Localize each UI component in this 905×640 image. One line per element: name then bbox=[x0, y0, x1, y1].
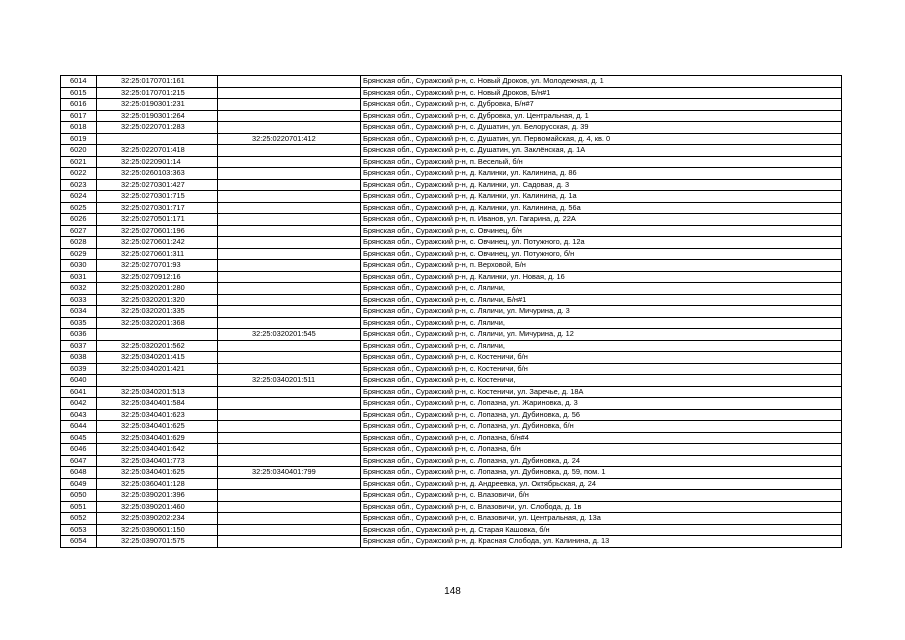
sub-cadastral-number-cell bbox=[218, 386, 361, 398]
cadastral-number-cell: 32:25:0190301:231 bbox=[97, 99, 218, 111]
row-number-cell: 6034 bbox=[61, 306, 97, 318]
sub-cadastral-number-cell bbox=[218, 524, 361, 536]
table-row bbox=[61, 99, 842, 111]
table-row bbox=[61, 409, 842, 421]
row-number-cell: 6028 bbox=[61, 237, 97, 249]
table-row bbox=[61, 455, 842, 467]
sub-cadastral-number-cell bbox=[218, 122, 361, 134]
cadastral-number-cell: 32:25:0340201:421 bbox=[97, 363, 218, 375]
cadastral-number-cell: 32:25:0220901:14 bbox=[97, 156, 218, 168]
sub-cadastral-number-cell bbox=[218, 306, 361, 318]
row-number-cell: 6037 bbox=[61, 340, 97, 352]
table-row bbox=[61, 490, 842, 502]
row-number-cell: 6031 bbox=[61, 271, 97, 283]
cadastral-number-cell: 32:25:0270501:171 bbox=[97, 214, 218, 226]
address-cell: Брянская обл., Суражский р-н, с. Новый Дроков, ул. Молодежная, д. 1 bbox=[361, 76, 842, 88]
row-number-cell: 6016 bbox=[61, 99, 97, 111]
address-cell: Брянская обл., Суражский р-н, с. Костеничи, bbox=[361, 375, 842, 387]
sub-cadastral-number-cell bbox=[218, 145, 361, 157]
sub-cadastral-number-cell bbox=[218, 340, 361, 352]
address-cell: Брянская обл., Суражский р-н, д. Калинки, ул. Калинина, д. 1а bbox=[361, 191, 842, 203]
sub-cadastral-number-cell bbox=[218, 283, 361, 295]
sub-cadastral-number-cell bbox=[218, 363, 361, 375]
cadastral-number-cell: 32:25:0340401:625 bbox=[97, 467, 218, 479]
row-number-cell: 6039 bbox=[61, 363, 97, 375]
table-row bbox=[61, 513, 842, 525]
sub-cadastral-number-cell bbox=[218, 225, 361, 237]
cadastral-number-cell: 32:25:0340401:773 bbox=[97, 455, 218, 467]
row-number-cell: 6041 bbox=[61, 386, 97, 398]
table-row bbox=[61, 524, 842, 536]
row-number-cell: 6020 bbox=[61, 145, 97, 157]
cadastral-number-cell: 32:25:0220701:418 bbox=[97, 145, 218, 157]
table-row bbox=[61, 133, 842, 145]
sub-cadastral-number-cell bbox=[218, 478, 361, 490]
row-number-cell: 6054 bbox=[61, 536, 97, 548]
sub-cadastral-number-cell bbox=[218, 294, 361, 306]
address-cell: Брянская обл., Суражский р-н, д. Калинки, ул. Калинина, д. 56а bbox=[361, 202, 842, 214]
table-row bbox=[61, 501, 842, 513]
address-cell: Брянская обл., Суражский р-н, с. Костеничи, б/н bbox=[361, 363, 842, 375]
sub-cadastral-number-cell bbox=[218, 513, 361, 525]
address-cell: Брянская обл., Суражский р-н, с. Костеничи, б/н bbox=[361, 352, 842, 364]
row-number-cell: 6035 bbox=[61, 317, 97, 329]
row-number-cell: 6050 bbox=[61, 490, 97, 502]
cadastral-number-cell: 32:25:0390601:150 bbox=[97, 524, 218, 536]
address-cell: Брянская обл., Суражский р-н, с. Душатин, ул. Заклёнская, д. 1А bbox=[361, 145, 842, 157]
sub-cadastral-number-cell: 32:25:0340201:511 bbox=[218, 375, 361, 387]
sub-cadastral-number-cell bbox=[218, 87, 361, 99]
sub-cadastral-number-cell bbox=[218, 248, 361, 260]
sub-cadastral-number-cell: 32:25:0340401:799 bbox=[218, 467, 361, 479]
row-number-cell: 6015 bbox=[61, 87, 97, 99]
table-row bbox=[61, 248, 842, 260]
table-row bbox=[61, 202, 842, 214]
address-cell: Брянская обл., Суражский р-н, с. Лопазна, ул. Жариновка, д. 3 bbox=[361, 398, 842, 410]
table-row bbox=[61, 536, 842, 548]
sub-cadastral-number-cell: 32:25:0320201:545 bbox=[218, 329, 361, 341]
cadastral-number-cell: 32:25:0360401:128 bbox=[97, 478, 218, 490]
row-number-cell: 6014 bbox=[61, 76, 97, 88]
row-number-cell: 6018 bbox=[61, 122, 97, 134]
row-number-cell: 6024 bbox=[61, 191, 97, 203]
address-cell: Брянская обл., Суражский р-н, с. Влазовичи, ул. Центральная, д. 13а bbox=[361, 513, 842, 525]
sub-cadastral-number-cell bbox=[218, 455, 361, 467]
cadastral-number-cell: 32:25:0270601:242 bbox=[97, 237, 218, 249]
cadastral-number-cell: 32:25:0260103:363 bbox=[97, 168, 218, 180]
row-number-cell: 6046 bbox=[61, 444, 97, 456]
row-number-cell: 6048 bbox=[61, 467, 97, 479]
cadastral-number-cell bbox=[97, 329, 218, 341]
table-row bbox=[61, 352, 842, 364]
address-cell: Брянская обл., Суражский р-н, с. Овчинец, ул. Потужного, б/н bbox=[361, 248, 842, 260]
sub-cadastral-number-cell bbox=[218, 202, 361, 214]
cadastral-number-cell bbox=[97, 375, 218, 387]
page-number: 148 bbox=[444, 586, 461, 597]
sub-cadastral-number-cell: 32:25:0220701:412 bbox=[218, 133, 361, 145]
address-cell: Брянская обл., Суражский р-н, с. Ляличи, bbox=[361, 340, 842, 352]
table-row bbox=[61, 191, 842, 203]
cadastral-table-body bbox=[61, 76, 842, 548]
address-cell: Брянская обл., Суражский р-н, д. Калинки, ул. Новая, д. 16 bbox=[361, 271, 842, 283]
cadastral-number-cell: 32:25:0340401:629 bbox=[97, 432, 218, 444]
table-row bbox=[61, 260, 842, 272]
address-cell: Брянская обл., Суражский р-н, с. Ляличи, Б/н#1 bbox=[361, 294, 842, 306]
table-row bbox=[61, 76, 842, 88]
row-number-cell: 6049 bbox=[61, 478, 97, 490]
table-row bbox=[61, 478, 842, 490]
sub-cadastral-number-cell bbox=[218, 179, 361, 191]
address-cell: Брянская обл., Суражский р-н, п. Верховой, Б/н bbox=[361, 260, 842, 272]
row-number-cell: 6022 bbox=[61, 168, 97, 180]
cadastral-number-cell: 32:25:0390201:460 bbox=[97, 501, 218, 513]
cadastral-number-cell: 32:25:0340401:623 bbox=[97, 409, 218, 421]
address-cell: Брянская обл., Суражский р-н, д. Калинки, ул. Калинина, д. 86 bbox=[361, 168, 842, 180]
cadastral-number-cell: 32:25:0270601:311 bbox=[97, 248, 218, 260]
address-cell: Брянская обл., Суражский р-н, с. Дубровка, ул. Центральная, д. 1 bbox=[361, 110, 842, 122]
table-row bbox=[61, 145, 842, 157]
cadastral-number-cell bbox=[97, 133, 218, 145]
table-row bbox=[61, 122, 842, 134]
row-number-cell: 6047 bbox=[61, 455, 97, 467]
address-cell: Брянская обл., Суражский р-н, п. Иванов, ул. Гагарина, д. 22А bbox=[361, 214, 842, 226]
table-row bbox=[61, 444, 842, 456]
table-row bbox=[61, 283, 842, 295]
sub-cadastral-number-cell bbox=[218, 99, 361, 111]
sub-cadastral-number-cell bbox=[218, 76, 361, 88]
address-cell: Брянская обл., Суражский р-н, д. Красная Слобода, ул. Калинина, д. 13 bbox=[361, 536, 842, 548]
address-cell: Брянская обл., Суражский р-н, д. Андреевка, ул. Октябрьская, д. 24 bbox=[361, 478, 842, 490]
sub-cadastral-number-cell bbox=[218, 191, 361, 203]
address-cell: Брянская обл., Суражский р-н, с. Ляличи, bbox=[361, 283, 842, 295]
row-number-cell: 6026 bbox=[61, 214, 97, 226]
cadastral-number-cell: 32:25:0270601:196 bbox=[97, 225, 218, 237]
cadastral-number-cell: 32:25:0190301:264 bbox=[97, 110, 218, 122]
table-row bbox=[61, 87, 842, 99]
cadastral-number-cell: 32:25:0270912:16 bbox=[97, 271, 218, 283]
table-row bbox=[61, 225, 842, 237]
row-number-cell: 6032 bbox=[61, 283, 97, 295]
table-row bbox=[61, 156, 842, 168]
cadastral-table bbox=[60, 75, 841, 548]
row-number-cell: 6044 bbox=[61, 421, 97, 433]
cadastral-number-cell: 32:25:0340401:625 bbox=[97, 421, 218, 433]
row-number-cell: 6029 bbox=[61, 248, 97, 260]
sub-cadastral-number-cell bbox=[218, 214, 361, 226]
row-number-cell: 6040 bbox=[61, 375, 97, 387]
address-cell: Брянская обл., Суражский р-н, с. Лопазна, ул. Дубиновка, д. 24 bbox=[361, 455, 842, 467]
row-number-cell: 6025 bbox=[61, 202, 97, 214]
sub-cadastral-number-cell bbox=[218, 490, 361, 502]
cadastral-number-cell: 32:25:0170701:161 bbox=[97, 76, 218, 88]
row-number-cell: 6021 bbox=[61, 156, 97, 168]
cadastral-number-cell: 32:25:0320201:335 bbox=[97, 306, 218, 318]
cadastral-number-cell: 32:25:0270301:427 bbox=[97, 179, 218, 191]
row-number-cell: 6027 bbox=[61, 225, 97, 237]
cadastral-number-cell: 32:25:0340201:513 bbox=[97, 386, 218, 398]
cadastral-number-cell: 32:25:0390701:575 bbox=[97, 536, 218, 548]
table-row bbox=[61, 214, 842, 226]
table-row bbox=[61, 110, 842, 122]
row-number-cell: 6042 bbox=[61, 398, 97, 410]
cadastral-number-cell: 32:25:0390202:234 bbox=[97, 513, 218, 525]
address-cell: Брянская обл., Суражский р-н, д. Калинки, ул. Садовая, д. 3 bbox=[361, 179, 842, 191]
sub-cadastral-number-cell bbox=[218, 237, 361, 249]
address-cell: Брянская обл., Суражский р-н, с. Лопазна, ул. Дубиновка, д. 56 bbox=[361, 409, 842, 421]
row-number-cell: 6043 bbox=[61, 409, 97, 421]
table-row bbox=[61, 467, 842, 479]
sub-cadastral-number-cell bbox=[218, 168, 361, 180]
table-row bbox=[61, 432, 842, 444]
address-cell: Брянская обл., Суражский р-н, с. Ляличи, bbox=[361, 317, 842, 329]
address-cell: Брянская обл., Суражский р-н, д. Старая Кашовка, б/н bbox=[361, 524, 842, 536]
sub-cadastral-number-cell bbox=[218, 156, 361, 168]
cadastral-number-cell: 32:25:0320201:562 bbox=[97, 340, 218, 352]
row-number-cell: 6019 bbox=[61, 133, 97, 145]
row-number-cell: 6052 bbox=[61, 513, 97, 525]
table-row bbox=[61, 398, 842, 410]
table-row bbox=[61, 294, 842, 306]
table-row bbox=[61, 421, 842, 433]
address-cell: Брянская обл., Суражский р-н, с. Душатин, ул. Первомайская, д. 4, кв. 0 bbox=[361, 133, 842, 145]
cadastral-number-cell: 32:25:0390201:396 bbox=[97, 490, 218, 502]
address-cell: Брянская обл., Суражский р-н, с. Лопазна, ул. Дубиновка, б/н bbox=[361, 421, 842, 433]
table-row bbox=[61, 386, 842, 398]
address-cell: Брянская обл., Суражский р-н, с. Ляличи, ул. Мичурина, д. 3 bbox=[361, 306, 842, 318]
row-number-cell: 6053 bbox=[61, 524, 97, 536]
address-cell: Брянская обл., Суражский р-н, с. Лопазна, б/н#4 bbox=[361, 432, 842, 444]
address-cell: Брянская обл., Суражский р-н, с. Душатин, ул. Белорусская, д. 39 bbox=[361, 122, 842, 134]
row-number-cell: 6030 bbox=[61, 260, 97, 272]
cadastral-number-cell: 32:25:0320201:368 bbox=[97, 317, 218, 329]
cadastral-number-cell: 32:25:0270701:93 bbox=[97, 260, 218, 272]
table-row bbox=[61, 329, 842, 341]
address-cell: Брянская обл., Суражский р-н, с. Влазовичи, б/н bbox=[361, 490, 842, 502]
cadastral-number-cell: 32:25:0320201:280 bbox=[97, 283, 218, 295]
row-number-cell: 6038 bbox=[61, 352, 97, 364]
table-row bbox=[61, 179, 842, 191]
address-cell: Брянская обл., Суражский р-н, с. Ляличи, ул. Мичурина, д. 12 bbox=[361, 329, 842, 341]
row-number-cell: 6017 bbox=[61, 110, 97, 122]
table-row bbox=[61, 363, 842, 375]
table-row bbox=[61, 306, 842, 318]
sub-cadastral-number-cell bbox=[218, 317, 361, 329]
address-cell: Брянская обл., Суражский р-н, с. Дубровка, Б/н#7 bbox=[361, 99, 842, 111]
row-number-cell: 6033 bbox=[61, 294, 97, 306]
table-row bbox=[61, 340, 842, 352]
table-row bbox=[61, 317, 842, 329]
sub-cadastral-number-cell bbox=[218, 432, 361, 444]
cadastral-number-cell: 32:25:0340201:415 bbox=[97, 352, 218, 364]
cadastral-number-cell: 32:25:0320201:320 bbox=[97, 294, 218, 306]
cadastral-number-cell: 32:25:0220701:283 bbox=[97, 122, 218, 134]
table-row bbox=[61, 271, 842, 283]
cadastral-number-cell: 32:25:0270301:717 bbox=[97, 202, 218, 214]
cadastral-number-cell: 32:25:0270301:715 bbox=[97, 191, 218, 203]
address-cell: Брянская обл., Суражский р-н, с. Влазовичи, ул. Слобода, д. 1в bbox=[361, 501, 842, 513]
row-number-cell: 6051 bbox=[61, 501, 97, 513]
address-cell: Брянская обл., Суражский р-н, с. Овчинец, б/н bbox=[361, 225, 842, 237]
address-cell: Брянская обл., Суражский р-н, с. Новый Дроков, Б/н#1 bbox=[361, 87, 842, 99]
sub-cadastral-number-cell bbox=[218, 501, 361, 513]
row-number-cell: 6045 bbox=[61, 432, 97, 444]
cadastral-number-cell: 32:25:0170701:215 bbox=[97, 87, 218, 99]
sub-cadastral-number-cell bbox=[218, 421, 361, 433]
table-row bbox=[61, 237, 842, 249]
sub-cadastral-number-cell bbox=[218, 260, 361, 272]
sub-cadastral-number-cell bbox=[218, 398, 361, 410]
sub-cadastral-number-cell bbox=[218, 110, 361, 122]
address-cell: Брянская обл., Суражский р-н, с. Костеничи, ул. Заречье, д. 18А bbox=[361, 386, 842, 398]
table-row bbox=[61, 375, 842, 387]
sub-cadastral-number-cell bbox=[218, 444, 361, 456]
table-row bbox=[61, 168, 842, 180]
address-cell: Брянская обл., Суражский р-н, с. Лопазна, б/н bbox=[361, 444, 842, 456]
row-number-cell: 6023 bbox=[61, 179, 97, 191]
row-number-cell: 6036 bbox=[61, 329, 97, 341]
cadastral-number-cell: 32:25:0340401:584 bbox=[97, 398, 218, 410]
sub-cadastral-number-cell bbox=[218, 409, 361, 421]
sub-cadastral-number-cell bbox=[218, 536, 361, 548]
sub-cadastral-number-cell bbox=[218, 352, 361, 364]
address-cell: Брянская обл., Суражский р-н, с. Лопазна, ул. Дубиновка, д. 59, пом. 1 bbox=[361, 467, 842, 479]
sub-cadastral-number-cell bbox=[218, 271, 361, 283]
address-cell: Брянская обл., Суражский р-н, п. Веселый, б/н bbox=[361, 156, 842, 168]
cadastral-number-cell: 32:25:0340401:642 bbox=[97, 444, 218, 456]
address-cell: Брянская обл., Суражский р-н, с. Овчинец, ул. Потужного, д. 12а bbox=[361, 237, 842, 249]
